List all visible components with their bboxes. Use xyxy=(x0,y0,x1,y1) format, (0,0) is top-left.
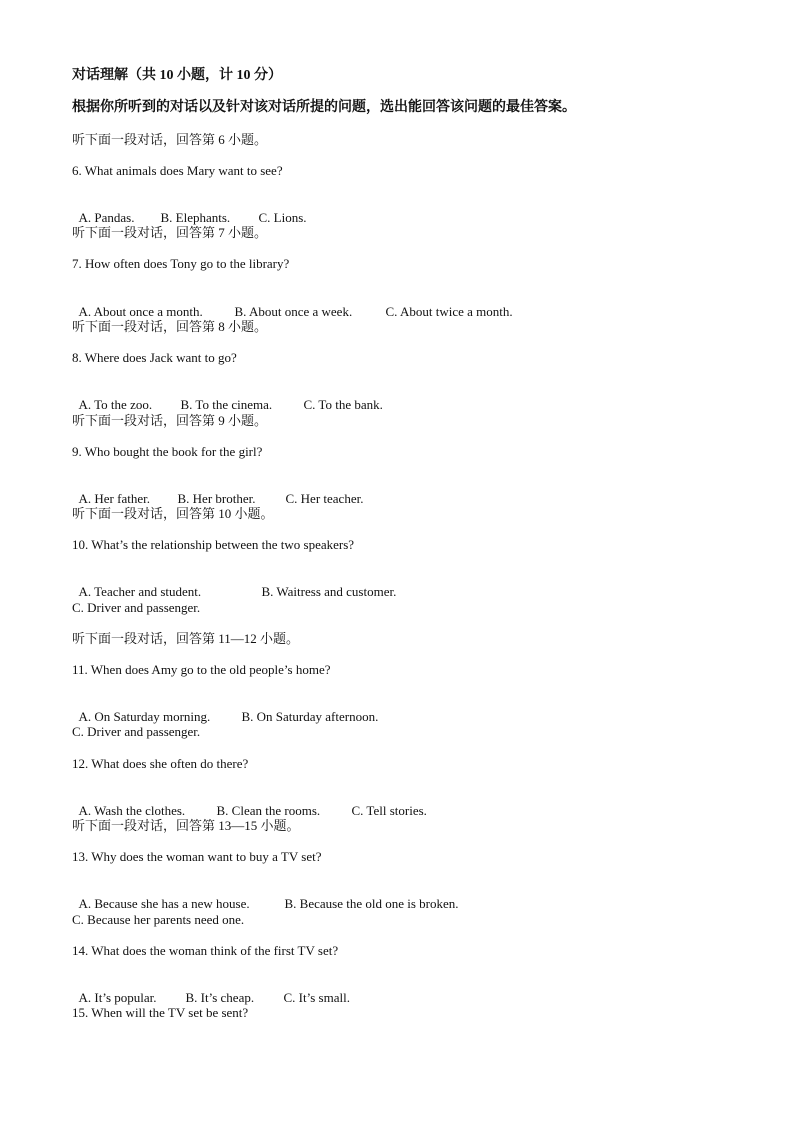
option-10c: C. Driver and passenger. xyxy=(72,600,201,615)
option-9a: A. Her father. xyxy=(78,491,150,506)
question-11: 11. When does Amy go to the old people’s home? xyxy=(72,662,331,677)
option-11a: A. On Saturday morning. xyxy=(78,709,211,724)
prompt-8: 听下面一段对话，回答第 8 小题。 xyxy=(72,319,268,334)
section-title: 对话理解（共 10 小题，计 10 分） xyxy=(72,68,282,83)
option-11b: B. On Saturday afternoon. xyxy=(241,709,379,724)
prompt-6: 听下面一段对话，回答第 6 小题。 xyxy=(72,132,268,147)
options-12 xyxy=(72,787,427,819)
option-7a: A. About once a month. xyxy=(78,304,203,319)
option-13c: C. Because her parents need one. xyxy=(72,912,245,927)
question-8: 8. Where does Jack want to go? xyxy=(72,350,237,365)
option-10b: B. Waitress and customer. xyxy=(261,584,397,599)
options-9 xyxy=(72,475,363,507)
option-6a: A. Pandas. xyxy=(78,210,135,225)
options-14 xyxy=(72,974,350,1006)
prompt-10: 听下面一段对话，回答第 10 小题。 xyxy=(72,506,274,521)
option-9c: C. Her teacher. xyxy=(285,491,364,506)
option-14b: B. It’s cheap. xyxy=(185,990,255,1005)
option-14c: C. It’s small. xyxy=(283,990,350,1005)
prompt-11: 听下面一段对话，回答第 11—12 小题。 xyxy=(72,631,300,646)
options-10 xyxy=(72,568,396,600)
options-11 xyxy=(72,693,378,725)
option-6b: B. Elephants. xyxy=(160,210,231,225)
question-9: 9. Who bought the book for the girl? xyxy=(72,444,263,459)
question-15: 15. When will the TV set be sent? xyxy=(72,1005,249,1020)
option-12b: B. Clean the rooms. xyxy=(216,803,321,818)
option-12c: C. Tell stories. xyxy=(351,803,427,818)
instructions: 根据你所听到的对话以及针对该对话所提的问题，选出能回答该问题的最佳答案。 xyxy=(72,100,576,115)
question-13: 13. Why does the woman want to buy a TV set? xyxy=(72,849,322,864)
options-6 xyxy=(72,194,307,226)
options-8 xyxy=(72,381,383,413)
option-12a: A. Wash the clothes. xyxy=(78,803,186,818)
option-8b: B. To the cinema. xyxy=(180,397,273,412)
option-6c: C. Lions. xyxy=(258,210,307,225)
option-7c: C. About twice a month. xyxy=(385,304,513,319)
option-8c: C. To the bank. xyxy=(303,397,383,412)
question-7: 7. How often does Tony go to the library? xyxy=(72,256,290,271)
option-8a: A. To the zoo. xyxy=(78,397,153,412)
question-12: 12. What does she often do there? xyxy=(72,756,249,771)
option-10a: A. Teacher and student. xyxy=(78,584,202,599)
option-11c: C. Driver and passenger. xyxy=(72,724,201,739)
prompt-9: 听下面一段对话，回答第 9 小题。 xyxy=(72,413,268,428)
question-10: 10. What’s the relationship between the two speakers? xyxy=(72,537,355,552)
option-7b: B. About once a week. xyxy=(234,304,353,319)
option-14a: A. It’s popular. xyxy=(78,990,157,1005)
prompt-13: 听下面一段对话，回答第 13—15 小题。 xyxy=(72,818,300,833)
option-13a: A. Because she has a new house. xyxy=(78,896,250,911)
option-13b: B. Because the old one is broken. xyxy=(284,896,459,911)
question-14: 14. What does the woman think of the first TV set? xyxy=(72,943,339,958)
option-9b: B. Her brother. xyxy=(177,491,256,506)
options-13 xyxy=(72,880,459,912)
question-6: 6. What animals does Mary want to see? xyxy=(72,163,283,178)
options-7 xyxy=(72,288,513,320)
prompt-7: 听下面一段对话，回答第 7 小题。 xyxy=(72,225,268,240)
